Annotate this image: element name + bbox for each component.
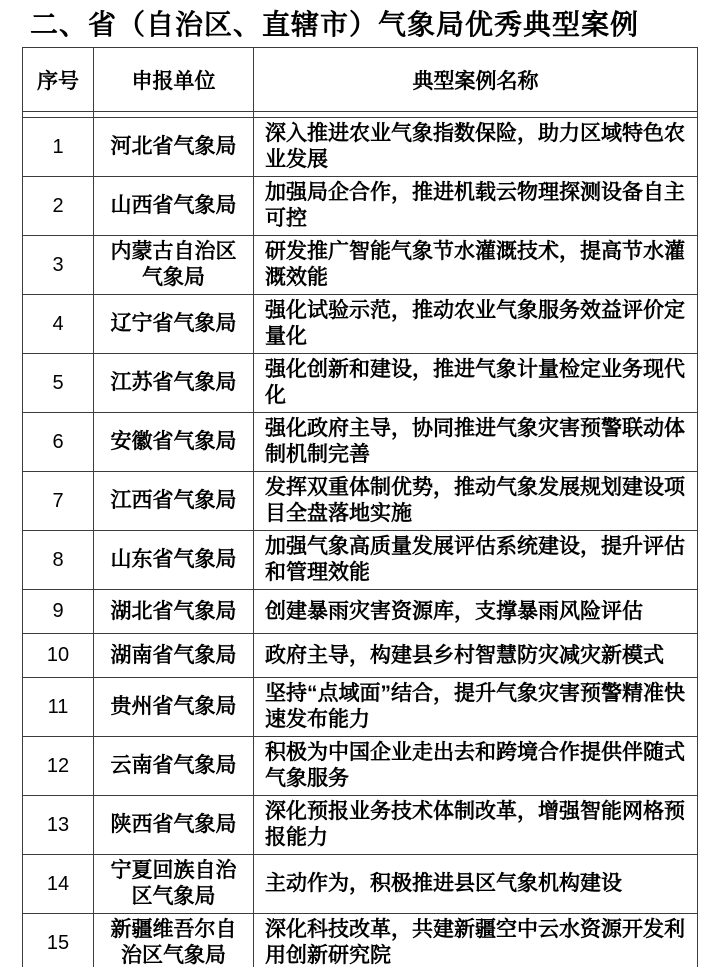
column-header-serial: 序号 (23, 48, 94, 112)
unit-cell: 安徽省气象局 (94, 413, 254, 472)
row-number-cell: 9 (23, 590, 94, 634)
table-row (23, 118, 698, 177)
case-name-cell: 深化预报业务技术体制改革，增强智能网格预报能力 (254, 796, 698, 855)
case-name-cell: 创建暴雨灾害资源库，支撑暴雨风险评估 (254, 590, 698, 634)
unit-cell: 云南省气象局 (94, 737, 254, 796)
row-number-cell: 15 (23, 914, 94, 967)
cases-table (22, 47, 698, 967)
unit-cell: 山东省气象局 (94, 531, 254, 590)
document-page (0, 8, 720, 967)
case-name-cell: 强化试验示范，推动农业气象服务效益评价定量化 (254, 295, 698, 354)
row-number-cell: 5 (23, 354, 94, 413)
case-name-cell: 积极为中国企业走出去和跨境合作提供伴随式气象服务 (254, 737, 698, 796)
row-number-cell: 6 (23, 413, 94, 472)
table-row (23, 177, 698, 236)
unit-cell: 江西省气象局 (94, 472, 254, 531)
table-row (23, 678, 698, 737)
case-name-cell: 主动作为，积极推进县区气象机构建设 (254, 855, 698, 914)
table-row (23, 796, 698, 855)
table-row (23, 354, 698, 413)
table-body (23, 118, 698, 967)
case-name-cell: 研发推广智能气象节水灌溉技术，提高节水灌溉效能 (254, 236, 698, 295)
unit-cell: 宁夏回族自治区气象局 (94, 855, 254, 914)
unit-cell: 湖北省气象局 (94, 590, 254, 634)
unit-cell: 山西省气象局 (94, 177, 254, 236)
case-name-cell: 强化创新和建设，推进气象计量检定业务现代化 (254, 354, 698, 413)
row-number-cell: 1 (23, 118, 94, 177)
table-row (23, 914, 698, 967)
row-number-cell: 2 (23, 177, 94, 236)
table-header (23, 48, 698, 118)
table-row (23, 295, 698, 354)
unit-cell: 辽宁省气象局 (94, 295, 254, 354)
unit-cell: 内蒙古自治区气象局 (94, 236, 254, 295)
case-name-cell: 强化政府主导，协同推进气象灾害预警联动体制机制完善 (254, 413, 698, 472)
table-row (23, 855, 698, 914)
case-name-cell: 深入推进农业气象指数保险，助力区域特色农业发展 (254, 118, 698, 177)
table-row (23, 634, 698, 678)
row-number-cell: 14 (23, 855, 94, 914)
row-number-cell: 12 (23, 737, 94, 796)
case-name-cell: 加强局企合作，推进机载云物理探测设备自主可控 (254, 177, 698, 236)
case-name-cell: 坚持“点域面”结合，提升气象灾害预警精准快速发布能力 (254, 678, 698, 737)
table-header-row (23, 48, 698, 112)
table-row (23, 590, 698, 634)
row-number-cell: 3 (23, 236, 94, 295)
row-number-cell: 7 (23, 472, 94, 531)
case-name-cell: 发挥双重体制优势，推动气象发展规划建设项目全盘落地实施 (254, 472, 698, 531)
row-number-cell: 8 (23, 531, 94, 590)
table-row (23, 531, 698, 590)
case-name-cell: 深化科技改革，共建新疆空中云水资源开发利用创新研究院 (254, 914, 698, 967)
row-number-cell: 13 (23, 796, 94, 855)
row-number-cell: 4 (23, 295, 94, 354)
table-row (23, 236, 698, 295)
unit-cell: 贵州省气象局 (94, 678, 254, 737)
row-number-cell: 10 (23, 634, 94, 678)
case-name-cell: 政府主导，构建县乡村智慧防灾减灾新模式 (254, 634, 698, 678)
case-name-cell: 加强气象高质量发展评估系统建设，提升评估和管理效能 (254, 531, 698, 590)
column-header-case-name: 典型案例名称 (254, 48, 698, 112)
unit-cell: 湖南省气象局 (94, 634, 254, 678)
unit-cell: 江苏省气象局 (94, 354, 254, 413)
table-row (23, 472, 698, 531)
unit-cell: 河北省气象局 (94, 118, 254, 177)
table-row (23, 737, 698, 796)
unit-cell: 新疆维吾尔自治区气象局 (94, 914, 254, 967)
page-title: 二、省（自治区、直辖市）气象局优秀典型案例 (30, 9, 640, 40)
column-header-unit: 申报单位 (94, 48, 254, 112)
table-row (23, 413, 698, 472)
unit-cell: 陕西省气象局 (94, 796, 254, 855)
row-number-cell: 11 (23, 678, 94, 737)
